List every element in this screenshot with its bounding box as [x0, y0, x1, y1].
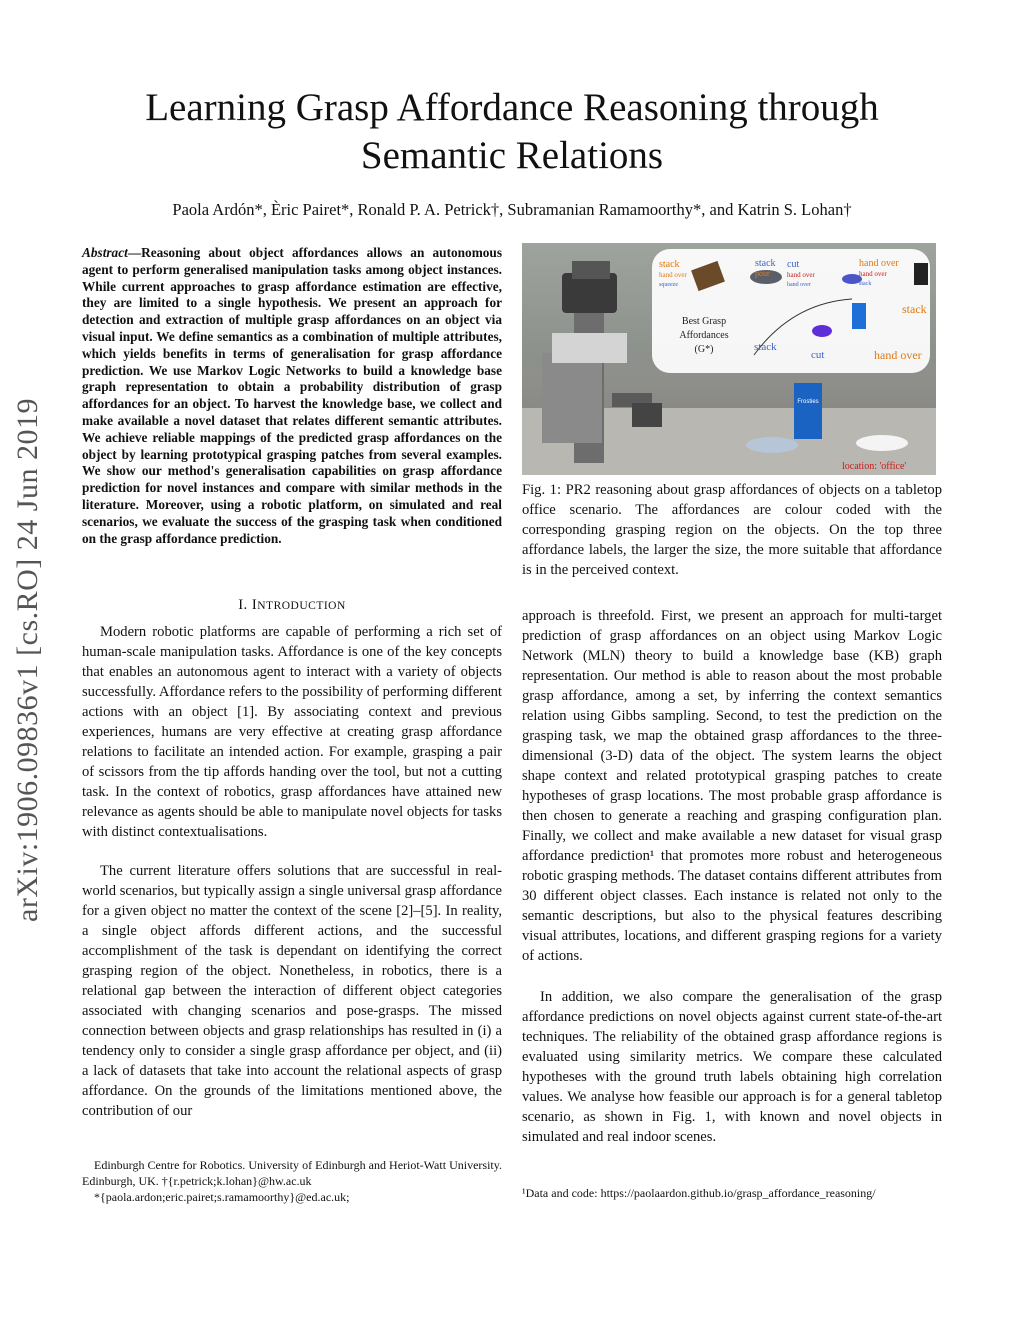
best-grasp-line-3: (G*)	[694, 344, 714, 355]
label-handover-large: hand over	[874, 348, 922, 362]
label-handover-4b: hand over	[859, 270, 887, 278]
best-grasp-line-1: Best Grasp	[681, 316, 727, 327]
label-stack-large: stack	[902, 302, 927, 316]
section-number: I.	[238, 597, 252, 613]
figure-1-caption: Fig. 1: PR2 reasoning about grasp affordances of objects on a tabletop office scenario. The affordances are colour coded with the corresponding grasping region on the objects. On the top three affordance labels, the larger the size, the more suitable that affordance is in the perceived context.	[522, 482, 942, 578]
section-heading-introduction	[82, 597, 502, 614]
label-handover-3: hand over	[787, 271, 815, 279]
affiliation-line-2: *{paola.ardon;eric.pairet;s.ramamoorthy}@ed.ac.uk;	[94, 1190, 350, 1204]
intro-paragraph-1	[82, 622, 502, 842]
mug-object	[914, 263, 928, 285]
section-title-rest: NTRODUCTION	[257, 600, 346, 612]
label-squeeze-1: squeeze	[659, 282, 678, 288]
arxiv-identifier: arXiv:1906.09836v1 [cs.RO] 24 Jun 2019	[11, 398, 44, 922]
cereal-object	[852, 303, 866, 329]
affiliation-footnote	[82, 1157, 502, 1205]
abstract	[82, 245, 502, 547]
intro-paragraph-4	[522, 987, 942, 1147]
label-stack-4: stack	[859, 281, 872, 287]
robot-scene-illustration	[522, 243, 936, 475]
label-handover-1: hand over	[659, 271, 687, 279]
label-cut-mid: cut	[811, 349, 825, 361]
paragraph-text: approach is threefold. First, we present an approach for multi-target prediction of grasp affordances on an object using Markov Logic Network (MLN) theory to build a knowledge base (KB) graph representation. Our method is able to reason about the most probable grasp affordance, among a set, by inferring the context semantics relation using Gibbs sampling. Second, to test the prediction on the grasping task, we map the obtained grasp affordances to the three-dimensional (3-D) data of the object. The system learns the object shape context and related prototypical grasping patches to create hypotheses of grasp locations. The most probable grasp affordance is then chosen to generate a reaching and grasping configuration plan. Finally, we collect and make available a new dataset for visual grasp affordance prediction¹ that promotes more robust and heterogeneous robotic grasping methods. The dataset contains different attributes from 30 different object classes. Each instance is related not only to the semantic descriptions, but also to the physical features describing visual attributes, locations, and different grasping regions for a variety of actions.	[522, 608, 942, 964]
best-grasp-line-2: Affordances	[679, 330, 729, 341]
title-line-1: Learning Grasp Affordance Reasoning through	[145, 86, 879, 129]
abstract-text: —Reasoning about object affordances allows an autonomous agent to perform generalised manipulation tasks among object instances. While current approaches to grasp affordance estimation are effective, they are limited to a single hypothesis. We present an approach for detection and extraction of multiple grasp affordances on an object via visual input. We define semantics as a combination of multiple attributes, which yields benefits in terms of generalisation for grasp affordance prediction. We use Markov Logic Networks to build a knowledge base graph representation to obtain a probability distribution of grasp affordances for an object. To harvest the knowledge base, we collect and make available a novel dataset that relates different semantic attributes. We achieve reliable mappings of the predicted grasp affordances on the object by learning prototypical grasping patches from several examples. We show our method's generalisation capabilities on grasp affordance prediction for novel instances and compare with similar methods in the literature. Moreover, using a robotic platform, on simulated and real scenarios, we evaluate the success of the grasping task when conditioned on the grasp affordance prediction.	[82, 245, 502, 546]
label-cut-3: cut	[787, 259, 800, 270]
section-title-initial: I	[251, 597, 258, 613]
cereal-box-brand: Frosties	[797, 399, 819, 405]
label-stack-2: stack	[755, 258, 776, 269]
title-line-2: Semantic Relations	[360, 134, 664, 177]
label-handover-3b: hand over	[787, 282, 811, 288]
cereal-box	[794, 383, 822, 439]
author-list: Paola Ardón*, Èric Pairet*, Ronald P. A. Petrick†, Subramanian Ramamoorthy*, and Katrin S. Lohan†	[172, 200, 852, 219]
paragraph-text: The current literature offers solutions that are successful in real-world scenarios, but typically assign a single universal grasp affordance for a given object no matter the context of the scene [2]–[5]. In reality, a single object affords different actions, and the successful accomplishment of the task is dependant on identifying the correct grasping region of the object. Nonetheless, in robotics, there is a relational gap between the interaction of different object categories associated with changing scenarios and pose-grasps. The missed connection between objects and grasp relationships has resulted in (i) a tendency only to consider a single grasp affordance per object, and (ii) a lack of datasets that take into account the relational aspects of grasp affordance. On the grounds of the limitations mentioned above, the contribution of our	[82, 863, 502, 1119]
intro-paragraph-3	[522, 606, 942, 966]
blue-mug	[746, 437, 798, 453]
figure-1-image	[522, 243, 936, 475]
arxiv-sidebar	[8, 360, 48, 960]
paragraph-text: Modern robotic platforms are capable of performing a rich set of human-scale manipulation tasks. Affordance is one of the key concepts that enables an autonomous agent to interact with a variety of objects successfully. Affordance refers to the possibility of performing different actions with an object [1]. By associating context and previous experiences, humans are very effective at creating grasp affordance relations to facilitate an intended action. For example, grasping a pair of scissors from the tip affords handing over the tool, but not a cutting task. In the context of robotics, grasp affordances have attained new relevance as agents should be able to manipulate novel objects for tasks with distinct contextualisations.	[82, 624, 502, 840]
paragraph-text: In addition, we also compare the generalisation of the grasp affordance predictions on novel objects against current state-of-the-art techniques. The reliability of the obtained grasp affordance regions is evaluated using similarity metrics. We compare these calculated hypotheses with the ground truth labels obtaining high correlation values. We analyse how feasible our approach is for a general tabletop scenario, as shown in Fig. 1, with known and novel objects in simulated and real indoor scenes.	[522, 989, 942, 1145]
label-pour-2: pour	[755, 269, 770, 278]
location-label: location: 'office'	[842, 461, 907, 472]
data-footnote: ¹Data and code: https://paolaardon.github.io/grasp_affordance_reasoning/	[522, 1186, 876, 1200]
abstract-label: Abstract	[82, 245, 128, 260]
label-handover-4: hand over	[859, 258, 899, 269]
bowl-object	[812, 325, 832, 337]
white-plate	[856, 435, 908, 451]
paper-title	[0, 84, 1024, 180]
affiliation-line-1: Edinburgh Centre for Robotics. University of Edinburgh and Heriot-Watt University. Edinburgh, UK. †{r.petrick;k.lohan}@hw.ac.uk	[82, 1158, 502, 1188]
label-stack-mid: stack	[754, 341, 777, 353]
intro-paragraph-2	[82, 861, 502, 1121]
label-stack-1: stack	[659, 259, 680, 270]
